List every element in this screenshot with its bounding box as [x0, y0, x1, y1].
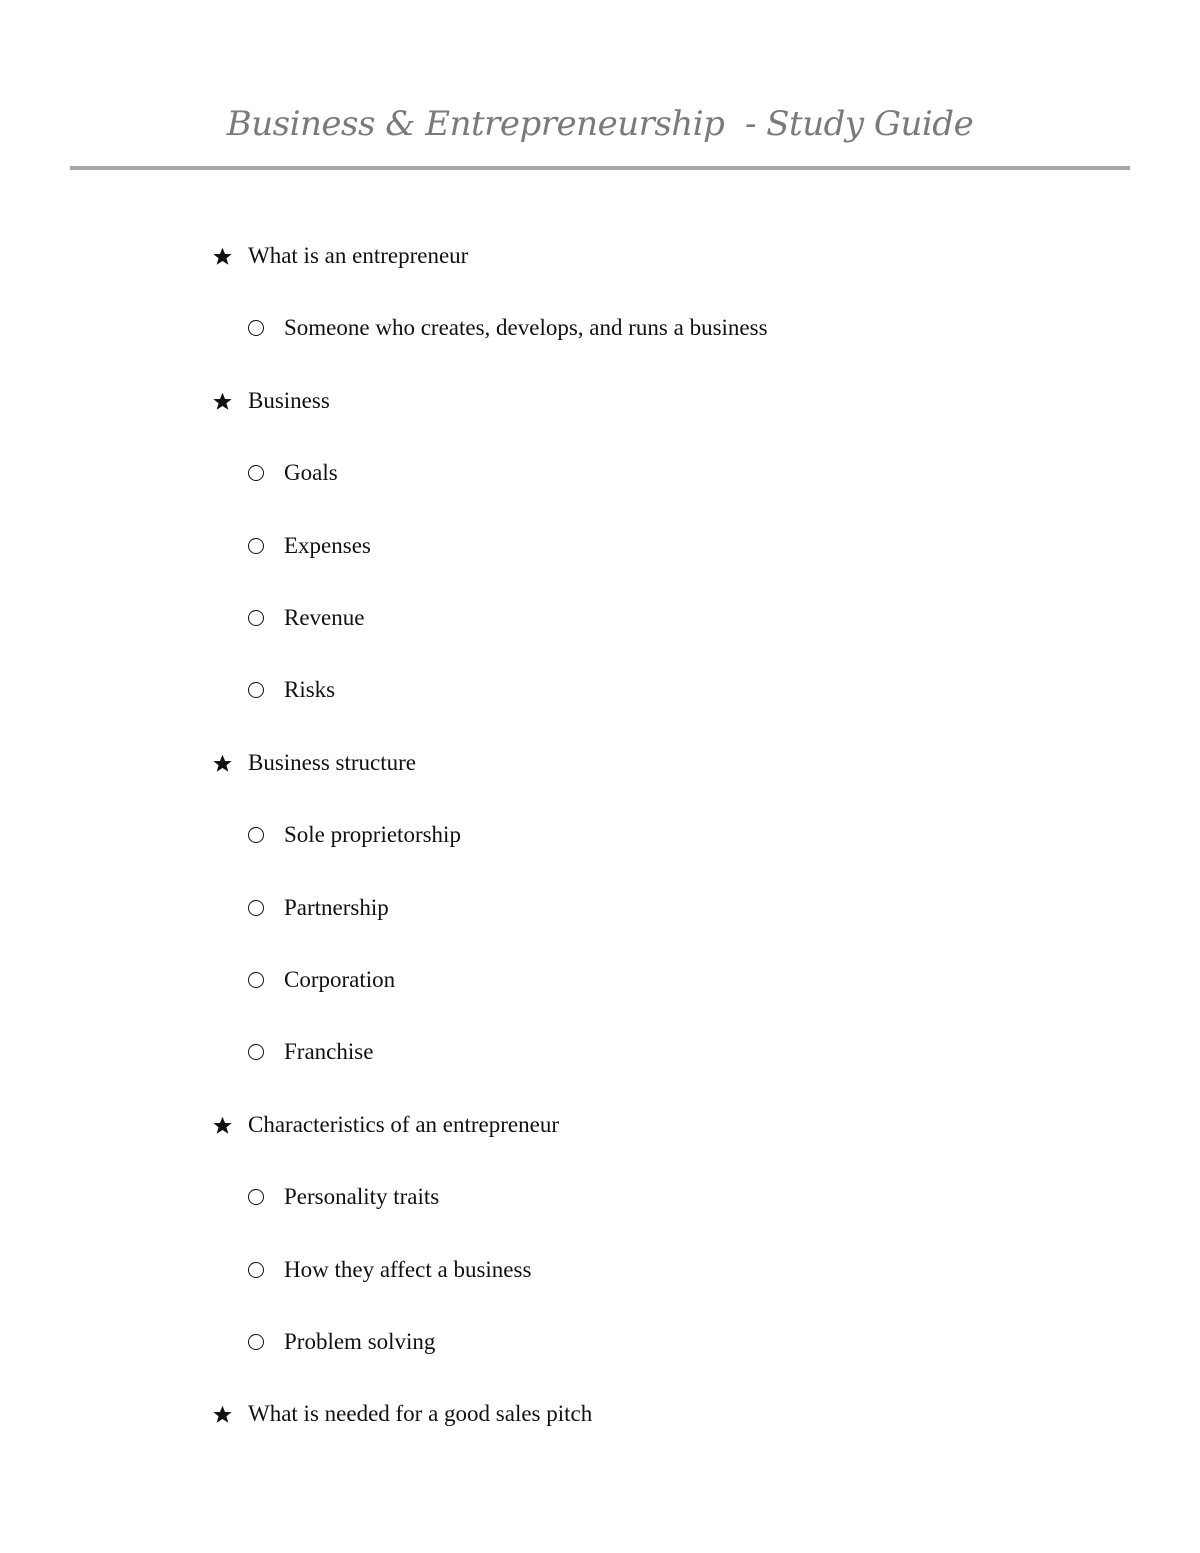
- outline-item-label: What is an entrepreneur: [248, 243, 469, 268]
- outline-item-label: Characteristics of an entrepreneur: [248, 1111, 559, 1137]
- circle-icon: [248, 1189, 264, 1205]
- outline-subpoint: [248, 1322, 435, 1362]
- outline-item-label: What is needed for a good sales pitch: [248, 1401, 593, 1427]
- outline-topic: [212, 1394, 592, 1434]
- outline-item-label: Revenue: [284, 605, 365, 630]
- bullet-marker: [212, 1105, 248, 1145]
- bullet-marker: [212, 381, 248, 421]
- outline-item-label: Problem solving: [284, 1329, 436, 1354]
- star-icon: [212, 1115, 233, 1136]
- bullet-marker: [212, 743, 248, 783]
- bullet-marker: [248, 1322, 284, 1362]
- circle-icon: [248, 682, 264, 698]
- outline-topic: [212, 381, 330, 421]
- circle-icon: [248, 610, 264, 626]
- outline-topic: [212, 236, 468, 276]
- star-icon: [212, 1404, 233, 1425]
- outline-item-label: Risks: [284, 677, 336, 703]
- outline-subpoint: [248, 1177, 439, 1217]
- outline-subpoint: [248, 1250, 531, 1290]
- outline-item-label: Goals: [284, 460, 338, 486]
- circle-icon: [248, 1262, 264, 1278]
- outline-item-label: Corporation: [284, 967, 396, 992]
- circle-icon: [248, 972, 264, 988]
- bullet-marker: [248, 526, 284, 566]
- star-icon: [212, 753, 233, 774]
- outline-item-label: Business structure: [248, 749, 417, 775]
- outline-subpoint: [248, 888, 389, 928]
- outline-subpoint: [248, 598, 364, 638]
- circle-icon: [248, 1334, 264, 1350]
- circle-icon: [248, 900, 264, 916]
- outline-item-label: Expenses: [284, 532, 371, 558]
- bullet-marker: [248, 453, 284, 493]
- page-title: Business & Entrepreneurship - Study Guide: [226, 104, 974, 144]
- outline-subpoint: [248, 960, 395, 1000]
- outline-item-label: Sole proprietorship: [284, 822, 461, 848]
- outline-topic: [212, 1105, 559, 1145]
- circle-icon: [248, 465, 264, 481]
- outline-subpoint: [248, 670, 335, 710]
- bullet-marker: [248, 888, 284, 928]
- bullet-marker: [248, 1032, 284, 1072]
- bullet-marker: [248, 670, 284, 710]
- bullet-marker: [212, 1394, 248, 1434]
- outline-subpoint: [248, 308, 768, 348]
- circle-icon: [248, 827, 264, 843]
- bullet-marker: [248, 598, 284, 638]
- outline-subpoint: [248, 815, 461, 855]
- outline-item-label: Business: [248, 387, 330, 413]
- circle-icon: [248, 1044, 264, 1060]
- outline-item-label: Personality traits: [284, 1184, 440, 1210]
- outline-subpoint: [248, 453, 338, 493]
- outline-item-label: Partnership: [284, 894, 389, 920]
- bullet-marker: [248, 1250, 284, 1290]
- star-icon: [212, 246, 233, 267]
- outline-subpoint: [248, 526, 371, 566]
- bullet-marker: [212, 236, 248, 276]
- circle-icon: [248, 320, 264, 336]
- bullet-marker: [248, 1177, 284, 1217]
- outline-item-label: Someone who creates, develops, and runs a business: [284, 315, 768, 341]
- outline-topic: [212, 743, 416, 783]
- outline-item-label: Franchise: [284, 1039, 374, 1065]
- outline-subpoint: [248, 1032, 373, 1072]
- bullet-marker: [248, 960, 284, 1000]
- star-icon: [212, 391, 233, 412]
- bullet-marker: [248, 308, 284, 348]
- outline-item-label: How they affect a business: [284, 1256, 532, 1282]
- circle-icon: [248, 538, 264, 554]
- bullet-marker: [248, 815, 284, 855]
